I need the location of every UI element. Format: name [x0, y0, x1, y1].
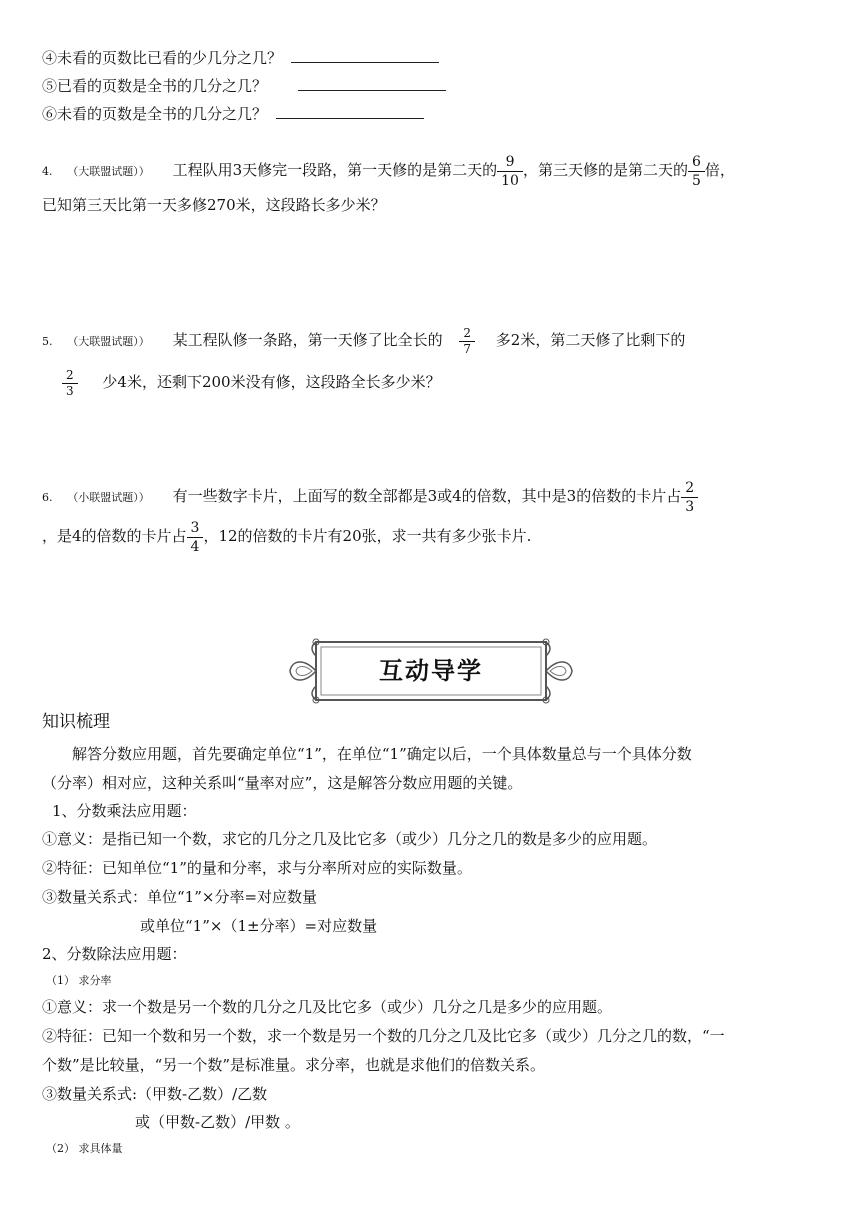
fraction-3-4: $\frac{3}{4}$ — [189, 520, 202, 555]
section-2-feature-1: ②特征：已知一个数和另一个数，求一个数是另一个数的几分之几及比它多（或少）几分之几的数，“一 — [42, 1027, 725, 1045]
problem-4-text-a: 工程队用3天修完一段路，第一天修的是第二天的 — [172, 161, 498, 179]
problem-5-number: 5. — [42, 335, 53, 348]
problem-4-line1 — [42, 150, 735, 192]
problem-6-line1 — [42, 476, 698, 518]
fraction-6-5: $\frac{6}{5}$ — [690, 154, 703, 189]
sub-question-6-text: ⑥未看的页数是全书的几分之几？ — [42, 105, 268, 123]
problem-6-text-a: 有一些数字卡片，上面写的数全部都是3或4的倍数，其中是3的倍数的卡片占 — [172, 487, 682, 505]
section-2-formula-2: 或（甲数-乙数）/甲数 。 — [135, 1113, 300, 1131]
sub-question-5 — [42, 76, 446, 96]
problem-4-number: 4. — [42, 165, 53, 178]
sub-question-6 — [42, 104, 424, 124]
problem-5-tag: （大联盟试题）） — [67, 335, 150, 348]
problem-4-line2: 已知第三天比第一天多修270米，这段路长多少米？ — [42, 196, 386, 214]
fraction-2-3: $\frac{2}{3}$ — [64, 369, 76, 398]
problem-6-line2-a: ，是4的倍数的卡片占 — [42, 527, 187, 545]
section-1-formula-2: 或单位“1”×（1±分率）=对应数量 — [140, 917, 378, 935]
section-2-meaning: ①意义：求一个数是另一个数的几分之几及比它多（或少）几分之几是多少的应用题。 — [42, 998, 613, 1016]
fraction-9-10: $\frac{9}{10}$ — [499, 154, 521, 189]
fraction-2-3-b: $\frac{2}{3}$ — [683, 480, 696, 515]
fraction-2-7: $\frac{2}{7}$ — [461, 327, 473, 356]
section-2-title: 2、分数除法应用题： — [42, 945, 187, 963]
section-1-feature: ②特征：已知单位“1”的量和分率，求与分率所对应的实际数量。 — [42, 859, 472, 877]
problem-4-text-c: 倍， — [704, 161, 735, 179]
problem-4-text-b: ，第三天修的是第二天的 — [522, 161, 688, 179]
problem-6-line2-b: ，12的倍数的卡片有20张，求一共有多少张卡片. — [203, 527, 532, 545]
answer-blank-6[interactable] — [276, 104, 424, 119]
intro-line-1: 解答分数应用题，首先要确定单位“1”，在单位“1”确定以后，一个具体数量总与一个具体分数 — [72, 745, 692, 763]
answer-blank-4[interactable] — [291, 48, 439, 63]
section-2-formula: ③数量关系式:（甲数-乙数）/乙数 — [42, 1085, 268, 1103]
problem-4-tag: （大联盟试题）） — [67, 165, 150, 178]
problem-5-text-b: 多2米，第二天修了比剩下的 — [495, 331, 686, 349]
section-1-meaning: ①意义：是指已知一个数，求它的几分之几及比它多（或少）几分之几的数是多少的应用题。 — [42, 830, 658, 848]
answer-blank-5[interactable] — [298, 76, 446, 91]
section-1-formula: ③数量关系式：单位“1”×分率=对应数量 — [42, 888, 318, 906]
problem-5-line1 — [42, 322, 685, 360]
problem-5-line2-text: 少4米，还剩下200米没有修，这段路全长多少米？ — [102, 373, 441, 391]
problem-5-line2 — [62, 364, 441, 400]
sub-question-4 — [42, 48, 439, 68]
problem-5-text-a: 某工程队修一条路，第一天修了比全长的 — [172, 331, 443, 349]
sub-question-4-text: ④未看的页数比已看的少几分之几？ — [42, 49, 283, 67]
intro-line-2: （分率）相对应，这种关系叫“量率对应”，这是解答分数应用题的关键。 — [42, 774, 523, 792]
banner-title: 互动导学 — [379, 656, 483, 685]
section-1-title: 1、分数乘法应用题： — [52, 802, 197, 820]
problem-6-line2 — [42, 516, 531, 556]
section-2-feature-2: 个数”是比较量，“另一个数”是标准量。求分率，也就是求他们的倍数关系。 — [42, 1056, 546, 1074]
problem-6-number: 6. — [42, 491, 53, 504]
section-2-sub-1: （1） 求分率 — [46, 974, 112, 987]
section-banner — [286, 636, 576, 706]
sub-question-5-text: ⑤已看的页数是全书的几分之几？ — [42, 77, 268, 95]
section-2-sub-2: （2） 求具体量 — [46, 1142, 123, 1155]
problem-6-tag: （小联盟试题）） — [67, 491, 150, 504]
section-heading: 知识梳理 — [42, 712, 110, 732]
